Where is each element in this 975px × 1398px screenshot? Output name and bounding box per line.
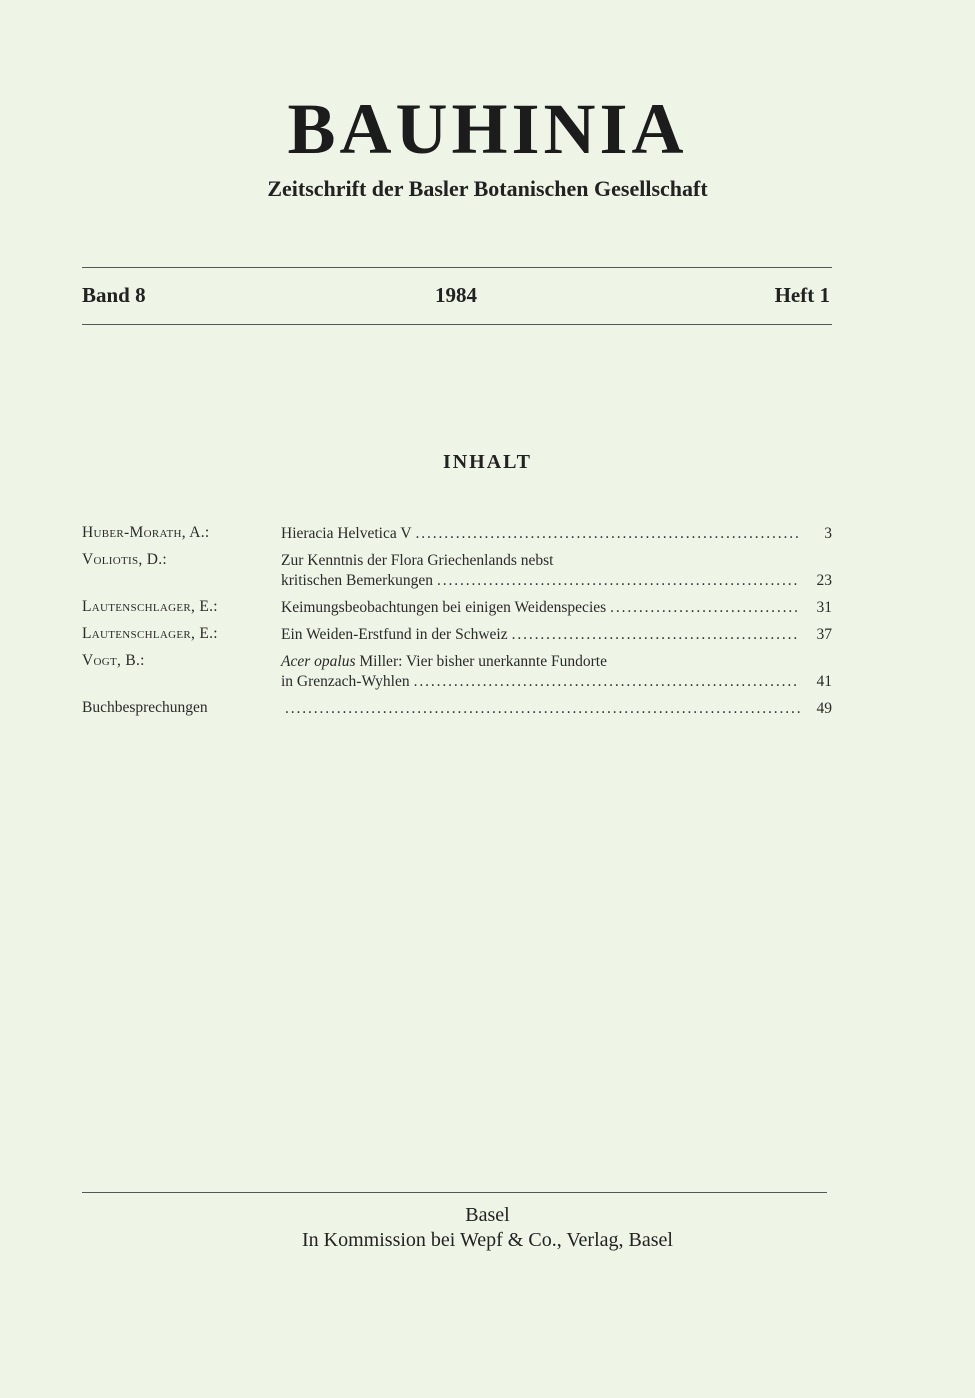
dot-leader xyxy=(610,598,800,618)
species-name-italic: Acer opalus xyxy=(281,653,356,670)
toc-author: Huber-Morath, A.: xyxy=(82,524,210,541)
journal-title: BAUHINIA xyxy=(287,89,688,169)
dot-leader xyxy=(416,524,800,544)
issue-year: 1984 xyxy=(435,283,477,307)
contents-heading: INHALT xyxy=(442,451,533,473)
footer-city: Basel xyxy=(465,1204,510,1226)
band-number: Band 8 xyxy=(82,283,146,307)
footer-publisher: In Kommission bei Wepf & Co., Verlag, Basel xyxy=(302,1229,673,1251)
toc-entry xyxy=(82,551,832,591)
toc-entry xyxy=(82,699,832,719)
heft-number: Heft 1 xyxy=(774,283,830,307)
dot-leader xyxy=(285,699,800,719)
toc-page-number: 37 xyxy=(816,626,832,643)
toc-author: Lautenschlager, E.: xyxy=(82,598,218,615)
toc-page-number: 31 xyxy=(816,599,832,616)
dot-leader xyxy=(437,571,800,591)
dot-leader xyxy=(512,625,800,645)
toc-title: Hieracia Helvetica V xyxy=(281,525,412,542)
top-divider xyxy=(82,267,832,268)
issue-info-row xyxy=(82,283,830,313)
toc-page-number: 23 xyxy=(816,572,832,589)
table-of-contents xyxy=(82,524,832,726)
bottom-divider xyxy=(82,1192,827,1193)
toc-title-continued: in Grenzach-Wyhlen xyxy=(281,673,410,690)
toc-entry xyxy=(82,625,832,645)
toc-author: Vogt, B.: xyxy=(82,652,145,669)
toc-title: Zur Kenntnis der Flora Griechenlands nebst xyxy=(281,552,554,569)
toc-author: Lautenschlager, E.: xyxy=(82,625,218,642)
journal-subtitle: Zeitschrift der Basler Botanischen Gesellschaft xyxy=(267,176,708,201)
dot-leader xyxy=(414,672,800,692)
toc-title: Ein Weiden-Erstfund in der Schweiz xyxy=(281,626,508,643)
toc-title-continued: kritischen Bemerkungen xyxy=(281,572,433,589)
toc-title xyxy=(281,652,607,672)
toc-section-label: Buchbesprechungen xyxy=(82,699,208,716)
toc-page-number: 49 xyxy=(816,700,832,717)
toc-page-number: 3 xyxy=(824,525,832,542)
toc-title-rest: Miller: Vier bisher unerkannte Fundorte xyxy=(355,653,607,670)
toc-page-number: 41 xyxy=(816,673,832,690)
toc-entry xyxy=(82,652,832,692)
toc-title: Keimungsbeobachtungen bei einigen Weidenspecies xyxy=(281,599,607,616)
toc-author: Voliotis, D.: xyxy=(82,551,167,568)
middle-divider xyxy=(82,324,832,325)
toc-entry xyxy=(82,524,832,544)
toc-entry xyxy=(82,598,832,618)
